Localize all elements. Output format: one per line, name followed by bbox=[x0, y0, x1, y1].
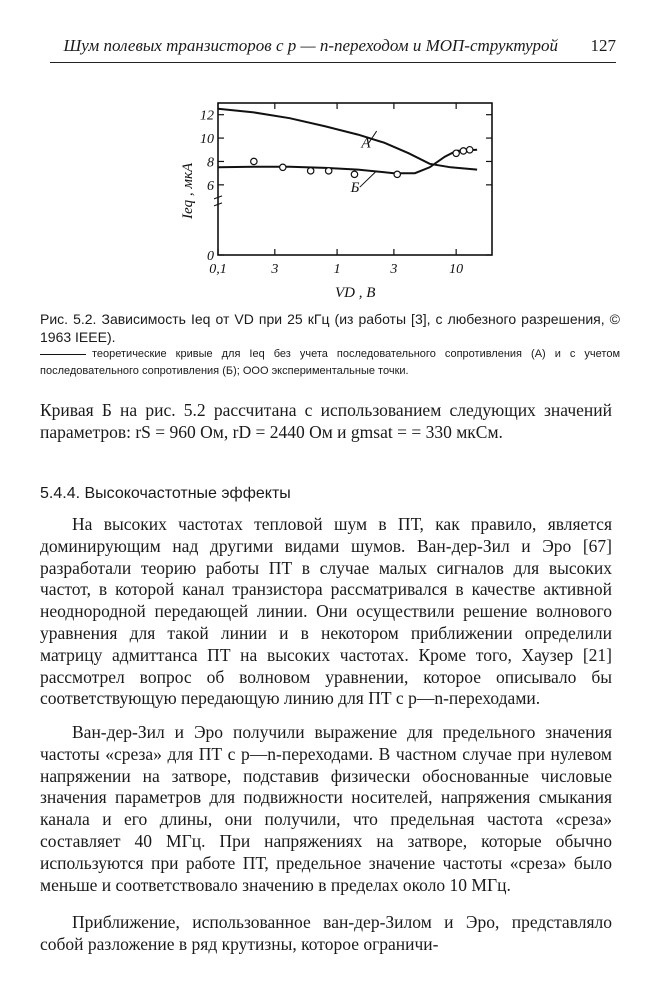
paragraph-3: Ван-дер-Зил и Эро получили выражение для предельного значения частоты «среза» для ПТ с p—n-переходами. В частном случае при нулевом напряжении на затворе, подставив физически обоснованные числовые значения параметров для подвижности носителей, напряжения смыкания канала и его длины, они получили, что предельная частота «среза» составляет 40 МГц. При напряжениях на затворе, которые обычно используются при работе ПТ, предельное значение частоты «среза» было меньше и соответствовало значению в пределах около 10 МГц. bbox=[40, 722, 612, 895]
x-axis-title: VD , В bbox=[335, 285, 376, 301]
x-tick-label: 3 bbox=[390, 262, 398, 277]
figure-legend bbox=[40, 346, 620, 380]
figure-chart bbox=[180, 95, 500, 305]
legend-line-icon bbox=[40, 354, 86, 355]
data-point bbox=[325, 168, 331, 174]
y-tick-label: 8 bbox=[207, 155, 214, 171]
data-point bbox=[251, 158, 257, 164]
x-tick-label: 10 bbox=[449, 262, 464, 277]
legend-text: теоретические кривые для Ieq без учета последовательного сопротивления (А) и с учетом последовательного сопротивления (Б); ООО экспериментальные точки. bbox=[40, 348, 620, 377]
section-title: 5.4.4. Высокочастотные эффекты bbox=[40, 485, 291, 502]
data-point bbox=[394, 171, 400, 177]
data-point bbox=[280, 164, 286, 170]
figure-caption: Рис. 5.2. Зависимость Ieq от VD при 25 кГц (из работы [3], с любезного разрешения, © 1963 IEEE). bbox=[40, 311, 620, 345]
page-number: 127 bbox=[590, 36, 616, 55]
curve-label-b-leader bbox=[360, 172, 376, 187]
y-axis-title: Ieq , мкА bbox=[180, 162, 196, 219]
y-tick-label: 10 bbox=[200, 132, 214, 148]
x-tick-label: 3 bbox=[271, 262, 279, 277]
x-tick-label: 0,1 bbox=[209, 262, 227, 277]
paragraph-1: Кривая Б на рис. 5.2 рассчитана с использованием следующих значений параметров: rS = 960 Ом, rD = 2440 Ом и gmsat = = 330 мкСм. bbox=[40, 400, 612, 442]
data-point bbox=[467, 147, 473, 153]
curve-label-a: А bbox=[361, 135, 371, 152]
paragraph-4: Приближение, использованное ван-дер-Зилом и Эро, представляло собой разложение в ряд крутизны, которое ограничи- bbox=[40, 912, 612, 954]
data-point bbox=[307, 168, 313, 174]
plot-area bbox=[180, 103, 492, 301]
y-tick-label: 0 bbox=[207, 249, 214, 264]
data-point bbox=[460, 148, 466, 154]
running-header bbox=[50, 36, 616, 63]
data-point bbox=[453, 150, 459, 156]
data-point bbox=[351, 171, 357, 177]
running-title: Шум полевых транзисторов с p — n-переходом и МОП-структурой bbox=[63, 36, 558, 55]
x-tick-label: 1 bbox=[333, 262, 341, 277]
y-tick-label: 12 bbox=[200, 108, 214, 124]
paragraph-2: На высоких частотах тепловой шум в ПТ, как правило, является доминирующим над другими видами шумов. Ван-дер-Зил и Эро [67] разработали теорию работы ПТ в случае малых сигналов для высоких частот, в которой канал транзистора рассматривался в качестве активной неоднородной передающей линии. Они осуществили решение волнового уравнения для такой линии и в некотором приближении определили матрицу адмиттанса ПТ на высоких частотах. Кроме того, Хаузер [21] рассмотрел вопрос об волновом уравнении, которое описывало бы соответствующую передающую линию для ПТ с p—n-переходами. bbox=[40, 514, 612, 709]
curve-label-b: Б bbox=[350, 179, 360, 196]
y-tick-label: 6 bbox=[207, 178, 214, 194]
